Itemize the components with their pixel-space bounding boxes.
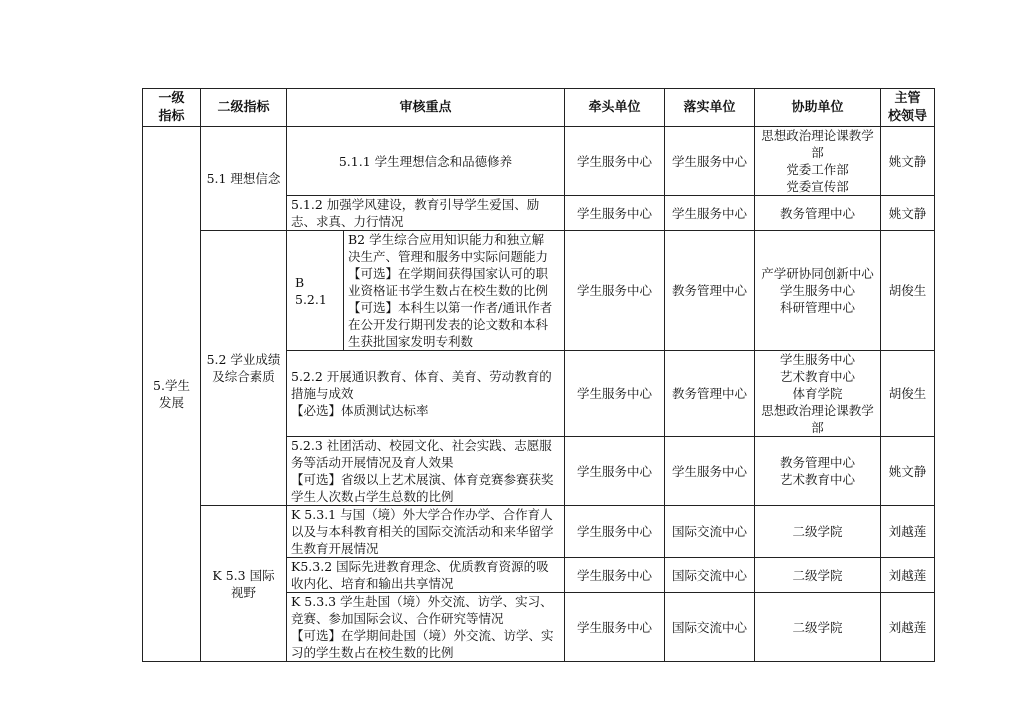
assist-unit-cell: 教务管理中心	[755, 196, 881, 231]
indicator-code: B 5.2.1	[291, 231, 344, 350]
header-leader: 主管 校领导	[881, 89, 935, 127]
leader-cell: 胡俊生	[881, 351, 935, 437]
leader-cell: 刘越莲	[881, 558, 935, 593]
focus-cell: 5.1.2 加强学风建设，教育引导学生爱国、励志、求真、力行情况	[287, 196, 565, 231]
focus-cell: K 5.3.3 学生赴国（境）外交流、访学、实习、竞赛、参加国际会议、合作研究等情况 【可选】在学期间赴国（境）外交流、访学、实习的学生数占在校生数的比例	[287, 593, 565, 662]
group-5-3: K 5.3 国际 视野	[201, 506, 287, 662]
table-row	[143, 127, 935, 196]
header-assist-unit: 协助单位	[755, 89, 881, 127]
leader-cell: 刘越莲	[881, 506, 935, 558]
lead-unit-cell: 学生服务中心	[565, 558, 665, 593]
focus-cell	[287, 231, 565, 351]
lead-unit-cell: 学生服务中心	[565, 437, 665, 506]
focus-cell: 5.2.2 开展通识教育、体育、美育、劳动教育的措施与成效 【必选】体质测试达标率	[287, 351, 565, 437]
impl-unit-cell: 教务管理中心	[665, 231, 755, 351]
impl-unit-cell: 教务管理中心	[665, 351, 755, 437]
leader-cell: 姚文静	[881, 437, 935, 506]
lead-unit-cell: 学生服务中心	[565, 231, 665, 351]
assist-unit-cell: 二级学院	[755, 593, 881, 662]
impl-unit-cell: 国际交流中心	[665, 593, 755, 662]
impl-unit-cell: 学生服务中心	[665, 127, 755, 196]
assist-unit-cell: 思想政治理论课教学部 党委工作部 党委宣传部	[755, 127, 881, 196]
header-lead-unit: 牵头单位	[565, 89, 665, 127]
header-row	[143, 89, 935, 127]
header-level1: 一级 指标	[143, 89, 201, 127]
lead-unit-cell: 学生服务中心	[565, 127, 665, 196]
assist-unit-cell: 二级学院	[755, 558, 881, 593]
table-row	[143, 506, 935, 558]
impl-unit-cell: 学生服务中心	[665, 437, 755, 506]
assist-unit-cell: 学生服务中心 艺术教育中心 体育学院 思想政治理论课教学部	[755, 351, 881, 437]
nested-focus	[291, 231, 560, 350]
assist-unit-cell: 教务管理中心 艺术教育中心	[755, 437, 881, 506]
header-focus: 审核重点	[287, 89, 565, 127]
review-table	[142, 88, 935, 662]
lead-unit-cell: 学生服务中心	[565, 196, 665, 231]
focus-cell: 5.2.3 社团活动、校园文化、社会实践、志愿服务等活动开展情况及育人效果 【可选】省级以上艺术展演、体育竞赛参赛获奖学生人次数占学生总数的比例	[287, 437, 565, 506]
leader-cell: 姚文静	[881, 127, 935, 196]
header-level2: 二级指标	[201, 89, 287, 127]
header-impl-unit: 落实单位	[665, 89, 755, 127]
leader-cell: 姚文静	[881, 196, 935, 231]
leader-cell: 胡俊生	[881, 231, 935, 351]
impl-unit-cell: 国际交流中心	[665, 506, 755, 558]
leader-cell: 刘越莲	[881, 593, 935, 662]
focus-text: B2 学生综合应用知识能力和独立解决生产、管理和服务中实际问题能力 【可选】在学期间获得国家认可的职业资格证书学生数占在校生数的比例 【可选】本科生以第一作者/通讯作者在公开发行期刊发表的论文数和本科生获批国家发明专利数	[348, 232, 553, 349]
focus-cell: K5.3.2 国际先进教育理念、优质教育资源的吸收内化、培育和输出共享情况	[287, 558, 565, 593]
table-row	[143, 231, 935, 351]
assist-unit-cell: 二级学院	[755, 506, 881, 558]
impl-unit-cell: 国际交流中心	[665, 558, 755, 593]
lead-unit-cell: 学生服务中心	[565, 351, 665, 437]
focus-cell: K 5.3.1 与国（境）外大学合作办学、合作育人以及与本科教育相关的国际交流活动和来华留学生教育开展情况	[287, 506, 565, 558]
group-5-2: 5.2 学业成绩 及综合素质	[201, 231, 287, 506]
group-5-1: 5.1 理想信念	[201, 127, 287, 231]
focus-cell: 5.1.1 学生理想信念和品德修养	[287, 127, 565, 196]
level1-cell: 5.学生 发展	[143, 127, 201, 662]
lead-unit-cell: 学生服务中心	[565, 593, 665, 662]
lead-unit-cell: 学生服务中心	[565, 506, 665, 558]
assist-unit-cell: 产学研协同创新中心 学生服务中心 科研管理中心	[755, 231, 881, 351]
impl-unit-cell: 学生服务中心	[665, 196, 755, 231]
